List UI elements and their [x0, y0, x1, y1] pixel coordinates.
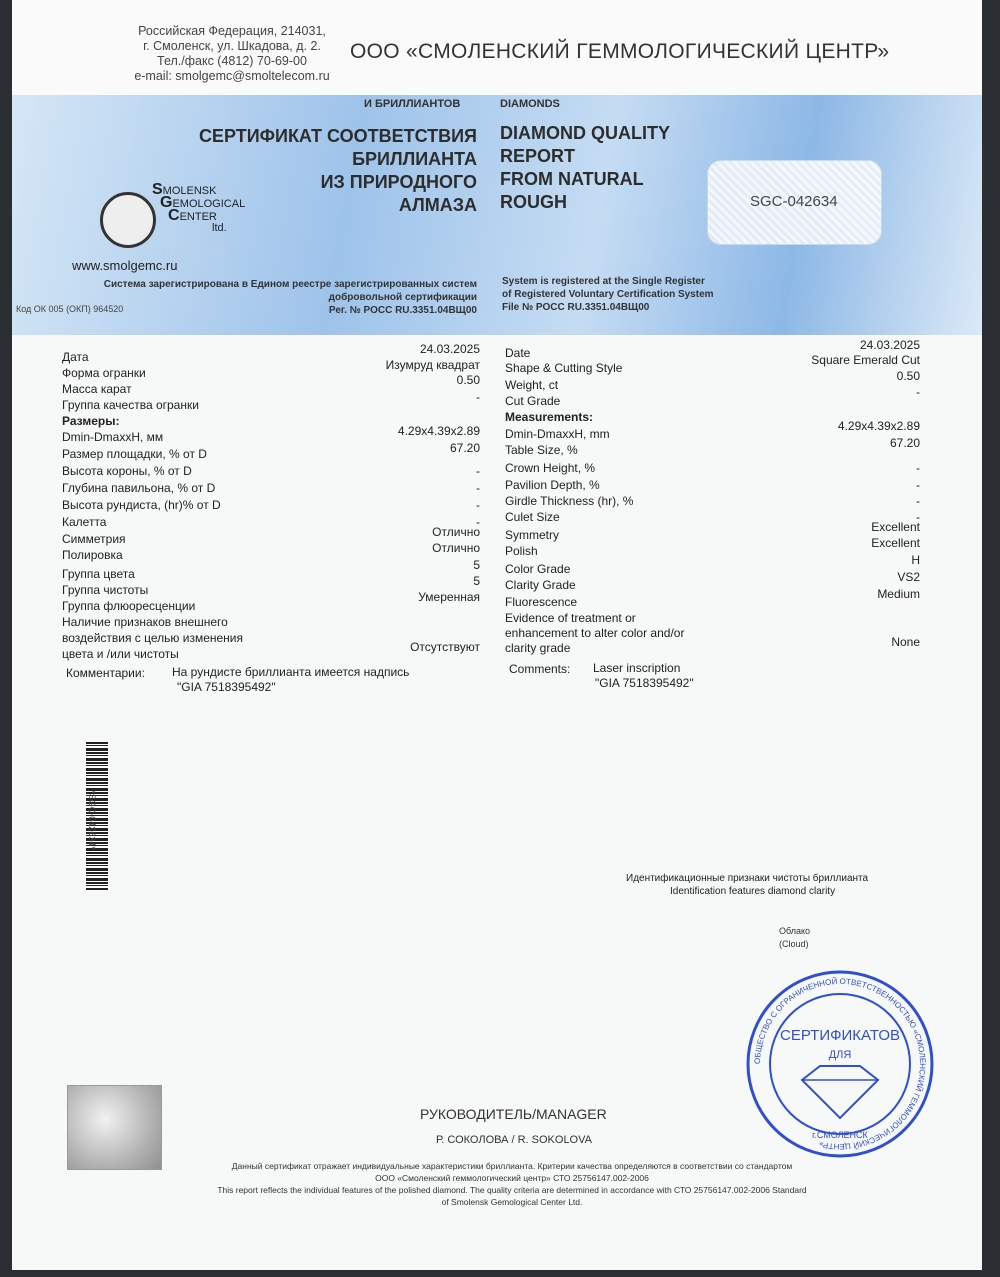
ru-field-label: Форма огранки: [62, 366, 146, 380]
address-line: e-mail: smolgemc@smoltelecom.ru: [134, 69, 330, 83]
en-field-value: -: [916, 510, 920, 524]
organization-name: ООО «СМОЛЕНСКИЙ ГЕММОЛОГИЧЕСКИЙ ЦЕНТР»: [350, 40, 890, 63]
ru-top: И БРИЛЛИАНТОВ: [364, 98, 461, 110]
en-field-label: Date: [505, 346, 531, 360]
ru-field-value: 24.03.2025: [419, 342, 480, 356]
en-field-label: Cut Grade: [505, 394, 561, 408]
svg-text:г.СМОЛЕНСК: г.СМОЛЕНСК: [812, 1130, 868, 1140]
ru-field-value: Отлично: [432, 525, 480, 539]
clarity-item-en: (Cloud): [779, 939, 809, 949]
en-field-value: 24.03.2025: [859, 338, 920, 352]
logo-diamond-icon: [100, 192, 156, 248]
ru-field-value: 5: [473, 558, 480, 572]
en-field-label: Evidence of treatment or: [505, 611, 636, 625]
en-field-label: Color Grade: [505, 562, 571, 576]
en-comment: Laser inscription: [593, 661, 681, 675]
en-field-label: Table Size, %: [505, 443, 578, 457]
en-field-value: -: [916, 385, 920, 399]
ru-field-label: Симметрия: [62, 532, 126, 546]
svg-text:СЕРТИФИКАТОВ: СЕРТИФИКАТОВ: [779, 1027, 901, 1044]
clarity-title-ru: Идентификационные признаки чистоты бриллианта: [626, 873, 869, 884]
ru-field-value: Отсутствуют: [410, 640, 480, 654]
en-comment-label: Comments:: [509, 662, 571, 676]
address-line: Российская Федерация, 214031,: [138, 24, 326, 38]
en-field-label: Polish: [505, 544, 538, 558]
ru-field-value: 4.29x4.39x2.89: [397, 424, 480, 438]
ru-field-value: Умеренная: [418, 590, 480, 604]
ru-field-label: Группа флюоресценции: [62, 599, 196, 613]
ru-field-label: Группа цвета: [62, 567, 135, 581]
en-field-value: -: [916, 478, 920, 492]
address-line: г. Смоленск, ул. Шкадова, д. 2.: [143, 39, 321, 53]
ru-field-label: Глубина павильона, % от D: [62, 481, 216, 495]
en-field-value: 4.29x4.39x2.89: [837, 419, 920, 433]
en-field-label: Dmin-DmaxxH, mm: [505, 427, 610, 441]
en-field-label: Weight, ct: [505, 378, 559, 392]
ru-field-label: Размеры:: [62, 414, 120, 428]
en-field-value: Square Emerald Cut: [811, 353, 920, 367]
en-field-value: 67.20: [889, 436, 920, 450]
en-field-value: VS2: [897, 570, 920, 584]
ru-field-label: Размер площадки, % от D: [62, 447, 207, 461]
en-registration: System is registered at the Single Register of Registered Voluntary Certification System File № РОСС RU.3351.04ВЩ00: [502, 276, 714, 313]
header: [12, 0, 982, 95]
en-field-label: clarity grade: [505, 641, 571, 655]
ru-field-value: -: [476, 464, 480, 478]
en-field-value: 0.50: [896, 369, 920, 383]
certificate-number: SGC-042634: [750, 193, 838, 210]
ru-field-value: 67.20: [449, 441, 480, 455]
manager-name: Р. СОКОЛОВА / R. SOKOLOVA: [436, 1134, 592, 1146]
ru-inscription: "GIA 7518395492": [177, 680, 276, 694]
okp-code: Код ОК 005 (ОКП) 964520: [16, 304, 124, 314]
ru-field-value: Изумруд квадрат: [385, 358, 480, 372]
en-inscription: "GIA 7518395492": [595, 676, 694, 690]
ru-field-label: Дата: [62, 350, 89, 364]
clarity-title-en: Identification features diamond clarity: [670, 886, 836, 897]
en-field-label: Fluorescence: [505, 595, 578, 609]
manager-title: РУКОВОДИТЕЛЬ/MANAGER: [420, 1106, 607, 1122]
ru-field-value: Отлично: [432, 541, 480, 555]
en-field-label: Clarity Grade: [505, 578, 576, 592]
en-field-label: Girdle Thickness (hr), %: [505, 494, 634, 508]
en-field-label: Measurements:: [505, 410, 594, 424]
en-field-value: Excellent: [871, 520, 920, 534]
ru-field-value: -: [476, 481, 480, 495]
en-field-value: -: [916, 494, 920, 508]
ru-field-value: 0.50: [456, 373, 480, 387]
en-title: DIAMOND QUALITY REPORT FROM NATURAL ROUGH: [500, 123, 670, 212]
ru-field-value: -: [476, 515, 480, 529]
ru-title: СЕРТИФИКАТ СООТВЕТСТВИЯ БРИЛЛИАНТА ИЗ ПРИРОДНОГО АЛМАЗА: [198, 126, 477, 215]
logo-mark: СДС АСБ: [162, 244, 226, 260]
en-field-value: None: [891, 635, 920, 649]
footer-note: Данный сертификат отражает индивидуальные характеристики бриллианта. Критерии качества определяются в соответствии со стандартом ООО «Смоленский геммологический центр» СТО 25756147.002-2006 This report reflects the individual features of the polished diamond. The quality criteria are determined in accordance with СТО 25756147.002-2006 Standard of Smolensk Gemological Center Ltd.: [217, 1161, 807, 1207]
ru-field-value: -: [476, 390, 480, 404]
website: www.smolgemc.ru: [72, 258, 178, 273]
en-field-label: enhancement to alter color and/or: [505, 626, 685, 640]
en-field-label: Symmetry: [505, 528, 559, 542]
ru-field-label: Dmin-DmaxxH, мм: [62, 430, 164, 444]
ru-field-label: Полировка: [62, 548, 123, 562]
ru-field-label: воздействия с целью изменения: [62, 631, 243, 645]
ru-field-value: 5: [473, 574, 480, 588]
ru-field-label: Высота короны, % от D: [62, 464, 192, 478]
en-field-value: Excellent: [871, 536, 920, 550]
ru-field-label: Группа качества огранки: [62, 398, 199, 412]
ru-comment: На рундисте бриллианта имеется надпись: [172, 665, 410, 679]
hologram: [67, 1085, 162, 1170]
ru-field-label: Калетта: [62, 515, 107, 529]
en-field-value: -: [916, 461, 920, 475]
ru-field-label: Масса карат: [62, 382, 132, 396]
certificate: [12, 0, 982, 1270]
en-field-label: Culet Size: [505, 510, 560, 524]
ru-field-label: Наличие признаков внешнего: [62, 615, 228, 629]
ru-field-value: -: [476, 498, 480, 512]
en-field-value: H: [911, 553, 920, 567]
svg-text:ОБЩЕСТВО С ОГРАНИЧЕННОЙ ОТВЕТС: ОБЩЕСТВО С ОГРАНИЧЕННОЙ ОТВЕТСТВЕННОСТЬЮ «СМОЛЕНСКИЙ ГЕММОЛОГИЧЕСКИЙ ЦЕНТР»: [752, 976, 928, 1152]
barcode-text: *SGC-042634*: [86, 790, 97, 850]
ru-registration: Система зарегистрирована в Едином реестре зарегистрированных систем добровольной сертификации Рег. № РОСС RU.3351.04ВЩ00: [103, 279, 477, 316]
en-field-label: Crown Height, %: [505, 461, 596, 475]
ru-field-label: цвета и /или чистоты: [62, 647, 179, 661]
company-seal: [740, 968, 940, 1160]
en-field-value: Medium: [877, 587, 920, 601]
address-line: Тел./факс (4812) 70-69-00: [157, 54, 307, 68]
en-field-label: Pavilion Depth, %: [505, 478, 600, 492]
en-field-label: Shape & Cutting Style: [505, 361, 623, 375]
ru-field-label: Высота рундиста, (hr)% от D: [62, 498, 221, 512]
en-top: DIAMONDS: [500, 98, 560, 110]
logo: SMOLENSK GEMOLOGICAL CENTER ltd.: [152, 181, 246, 234]
ru-comment-label: Комментарии:: [66, 666, 145, 680]
clarity-item-ru: Облако: [779, 926, 811, 936]
svg-text:ДЛЯ: ДЛЯ: [828, 1049, 852, 1061]
ru-field-label: Группа чистоты: [62, 583, 149, 597]
